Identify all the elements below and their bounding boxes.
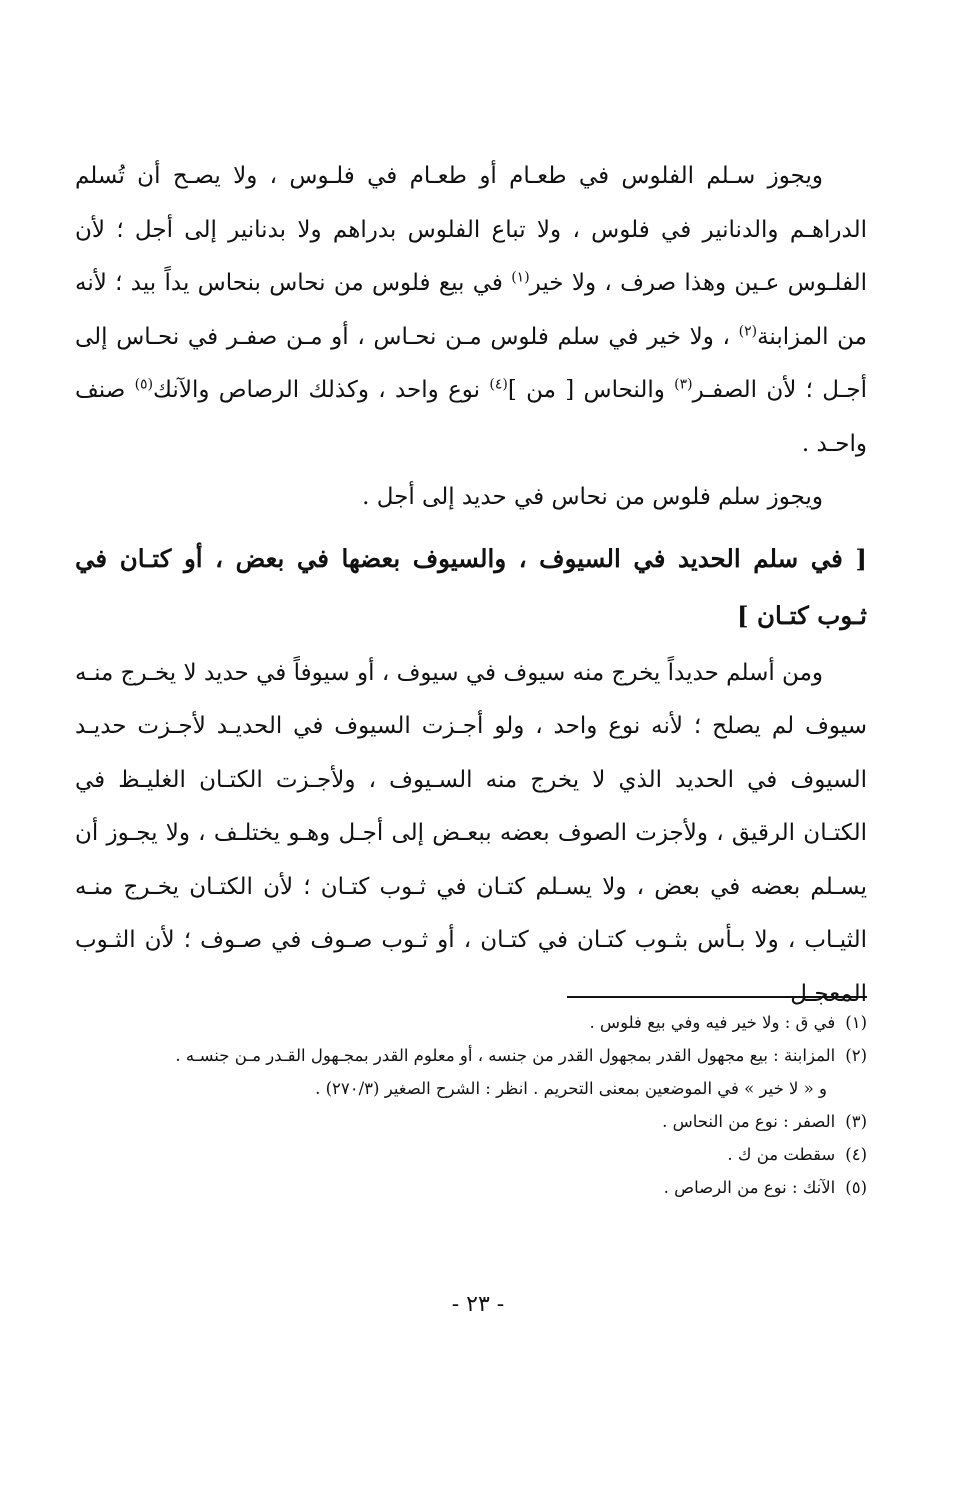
footnote-number: (١) [845, 1013, 867, 1032]
footnote-2 [75, 1041, 867, 1071]
paragraph-1-text-2: في بيع فلوس من نحاس بنحاس يداً بيد ؛ لأنه من المزابنة [75, 270, 867, 350]
footnote-text: الآنك : نوع من الرصاص . [663, 1178, 836, 1197]
page-number: - ٢٣ - [451, 1292, 505, 1317]
footnote-number: (٣) [845, 1112, 867, 1131]
footnote-5 [75, 1173, 867, 1203]
paragraph-1-text-5: نوع واحد ، وكذلك الرصاص والآنك [153, 377, 490, 403]
footnote-4 [75, 1140, 867, 1170]
footnote-ref-5[interactable]: (٥) [134, 376, 154, 393]
paragraph-2-text: ويجوز سلم فلوس من نحاس في حديد إلى أجل . [362, 484, 823, 510]
section-heading: [ في سلم الحديد في السيوف ، والسيوف بعضها في بعض ، أو كتـان في ثـوب كتـان ] [75, 543, 867, 630]
footnote-divider [567, 996, 867, 998]
footnote-2-continuation [75, 1074, 867, 1104]
paragraph-3: ومن أسلم حديداً يخرج منه سيوف في سيوف ، أو سيوفاً في حديد لا يخـرج منـه سيوف لم يصلح ؛ لأنه نوع واحد ، ولو أجـزت السيوف في الحديـد لأجـزت حديـد السيوف في الحديد الذي لا يخرج منه السـيوف ، ولأجـزت الكتـان الغليـظ في الكتـان الرقيق ، ولأجزت الصوف بعضه ببعـض إلى أجـل وهـو يختلـف ، ولا يجـوز أن يسـلم بعضه في بعض ، ولا يسـلم كتـان في ثـوب كتـان ؛ لأن الكتـان يخـرج منـه الثيـاب ، ولا بـأس بثـوب كتـان في كتـان ، أو ثـوب صـوف في صـوف ؛ لأن الثـوب المعجـل [75, 659, 867, 1007]
footnote-text: و « لا خير » في الموضعين بمعنى التحريم . انظر : الشرح الصغير (٢٧٠/٣) . [315, 1079, 827, 1098]
footnote-number: (٤) [845, 1145, 867, 1164]
paragraph-1-text-4: والنحاس [ من ] [507, 377, 675, 403]
footnote-number: (٥) [845, 1178, 867, 1197]
footnote-ref-3[interactable]: (٣) [674, 376, 693, 393]
footnote-3 [75, 1107, 867, 1137]
footnote-number: (٢) [845, 1046, 867, 1065]
footnote-text: المزابنة : بيع مجهول القدر بمجهول القدر من جنسه ، أو معلوم القدر بمجـهول القـدر مـن جنسـه . [175, 1046, 836, 1065]
footnote-list [75, 1008, 867, 1203]
paragraph-1-text-6: صنف واحـد . [75, 377, 867, 457]
paragraph-2 [75, 471, 867, 525]
paragraph-1 [75, 150, 867, 471]
footnote-1 [75, 1008, 867, 1038]
paragraph-1-text-3: ، ولا خير في سلم فلوس مـن نحـاس ، أو مـن صفـر في نحـاس إلى أجـل ؛ لأن الصفـر [75, 323, 868, 403]
footnotes-section [75, 996, 867, 1206]
footnote-ref-1[interactable]: (١) [511, 269, 530, 286]
footnote-text: الصفر : نوع من النحاس . [662, 1112, 836, 1131]
paragraph-1-text-1: ويجوز سـلم الفلوس في طعـام أو طعـام في فلـوس ، ولا يصـح أن تُسلم الدراهـم والدنانير في فلوس ، ولا تباع الفلوس بدراهم ولا بدنانير إلى أجل ؛ لأن الفلـوس عـين وهذا صرف ، ولا خير [75, 163, 867, 296]
main-text [75, 150, 867, 1021]
footnote-text: سقطت من ك . [727, 1145, 836, 1164]
footnote-ref-4[interactable]: (٤) [489, 376, 508, 393]
footnote-text: في ق : ولا خير فيه وفي بيع فلوس . [589, 1013, 836, 1032]
footnote-ref-2[interactable]: (٢) [738, 322, 758, 339]
